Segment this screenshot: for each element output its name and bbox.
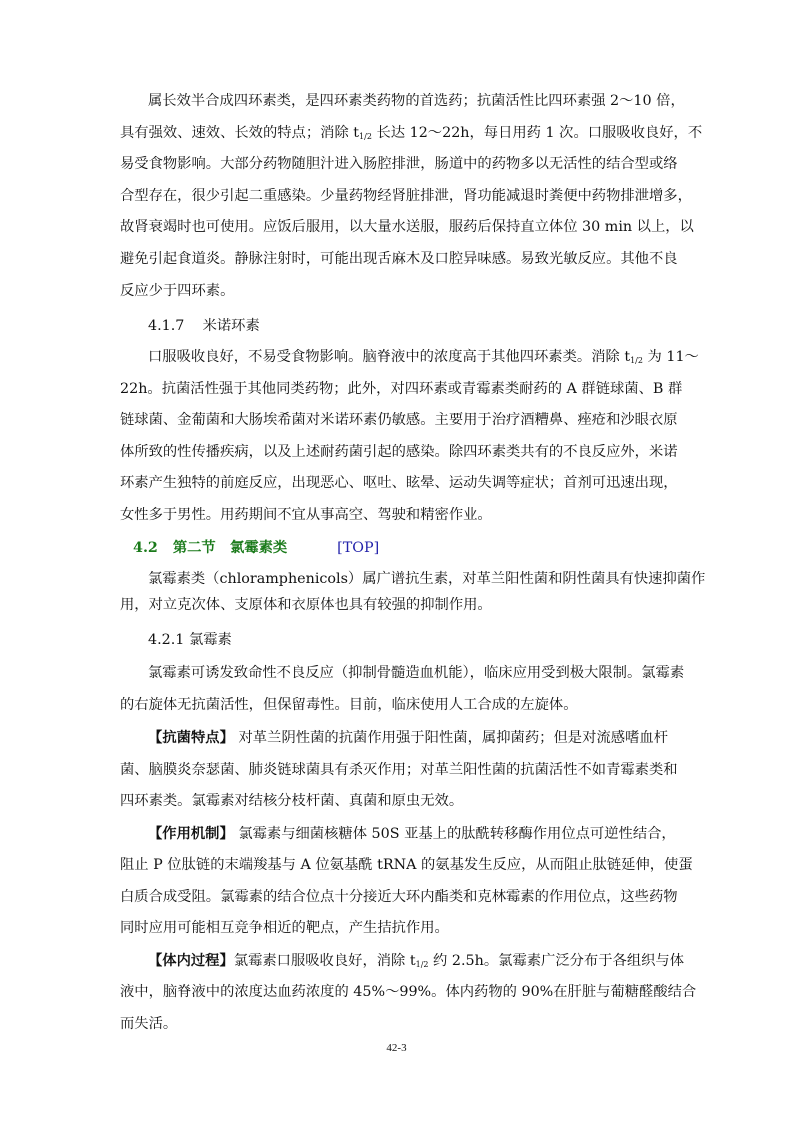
text-run: 属长效半合成四环素类，是四环素类药物的首选药；抗菌活性比四环素强 2～10 倍， [148,93,685,109]
text-run: 链球菌、金葡菌和大肠埃希菌对米诺环素仍敏感。主要用于治疗酒糟鼻、痤疮和沙眼衣原 [120,412,678,428]
paragraph-line [120,791,668,811]
paragraph-line [120,186,692,206]
text-run: 用，对立克次体、支原体和衣原体也具有较强的抑制作用。 [120,597,492,613]
text-run: 体所致的性传播疾病，以及上述耐药菌引起的感染。除四环素类共有的不良反应外，米诺 [120,444,678,460]
subscript: 1/2 [415,960,429,969]
text-run: 口服吸收良好，不易受食物影响。脑脊液中的浓度高于其他四环素类。消除 t [148,349,631,365]
bold-label: 【体内过程】 [148,953,234,969]
paragraph-line [148,728,668,748]
top-link[interactable]: [TOP] [337,540,380,556]
text-run: 对革兰阴性菌的抗菌作用强于阳性菌，属抑菌药；但是对流感嗜血杆 [233,730,669,746]
text-run: 环素产生独特的前庭反应，出现恶心、呕吐、眩晕、运动失调等症状；首剂可迅速出现， [120,475,678,491]
paragraph-line [120,249,678,269]
section-title: 第二节 氯霉素类 [172,540,288,556]
text-run: 液中，脑脊液中的浓度达血药浓度的 45%～99%。体内药物的 90%在肝脏与葡糖醛酸结合 [120,984,697,1000]
text-run: 易受食物影响。大部分药物随胆汁进入肠腔排泄，肠道中的药物多以无活性的结合型或络 [120,156,678,172]
paragraph-line [120,595,668,615]
subscript: 1/2 [359,132,372,141]
section-number: 4.1.7 [148,318,185,334]
text-run: 22h。抗菌活性强于其他同类药物；此外，对四环素或青霉素类耐药的 A 群链球菌、B 群 [120,381,683,397]
section-heading-4-2 [133,538,379,558]
paragraph-line [120,379,683,399]
paragraph-line [120,123,703,147]
text-run: 约 2.5h。氯霉素广泛分布于各组织与体 [428,953,685,969]
paragraph-line [120,887,678,907]
paragraph-line [120,760,678,780]
text-run: 阻止 P 位肽链的末端羧基与 A 位氨基酰 tRNA 的氨基发生反应，从而阻止肽链延伸，使蛋 [120,857,693,873]
section-number: 4.2.1 [148,632,185,648]
section-title: 米诺环素 [202,318,260,334]
paragraph-line [120,695,668,715]
text-run: 故肾衰竭时也可使用。应饭后服用，以大量水送服，服药后保持直立体位 30 min 以上，以 [120,219,694,235]
text-run: 而失活。 [120,1016,178,1032]
text-run: 具有强效、速效、长效的特点；消除 t [120,125,360,141]
subscript: 1/2 [630,356,643,365]
paragraph-line [120,154,678,174]
paragraph-line [120,281,668,301]
text-run: 的右旋体无抗菌活性，但保留毒性。目前，临床使用人工合成的左旋体。 [120,697,578,713]
paragraph-line [120,217,694,237]
paragraph-line [148,824,676,844]
text-run: 氯霉素口服吸收良好，消除 t [233,953,416,969]
text-run: 氯霉素可诱发致命性不良反应（抑制骨髓造血机能），临床应用受到极大限制。氯霉素 [148,665,685,681]
text-run: 氯霉素类（chloramphenicols）属广谱抗生素，对革兰阳性菌和阴性菌具有快速抑菌作 [148,571,706,587]
paragraph-line [120,1014,668,1034]
paragraph-line [120,855,693,875]
text-run: 氯霉素与细菌核糖体 50S 亚基上的肽酰转移酶作用位点可逆性结合， [233,826,676,842]
text-run: 反应少于四环素。 [120,283,235,299]
section-heading-4-2-1 [148,630,232,650]
paragraph-line [120,473,678,493]
text-run: 四环素类。氯霉素对结核分枝杆菌、真菌和原虫无效。 [120,793,464,809]
paragraph-line [120,982,697,1002]
text-run: 避免引起食道炎。静脉注射时，可能出现舌麻木及口腔异味感。易致光敏反应。其他不良 [120,251,678,267]
section-number: 4.2 [133,540,158,556]
text-run: 女性多于男性。用药期间不宜从事高空、驾驶和精密作业。 [120,507,492,523]
paragraph-line [148,91,685,111]
paragraph-line [120,410,678,430]
text-run: 同时应用可能相互竞争相近的靶点，产生拮抗作用。 [120,920,449,936]
text-run: 合型存在，很少引起二重感染。少量药物经肾脏排泄，肾功能减退时粪便中药物排泄增多， [120,188,692,204]
paragraph-line [120,442,678,462]
bold-label: 【抗菌特点】 [148,730,234,746]
paragraph-line [120,918,668,938]
text-run: 菌、脑膜炎奈瑟菌、肺炎链球菌具有杀灭作用；对革兰阳性菌的抗菌活性不如青霉素类和 [120,762,678,778]
text-run: 白质合成受阻。氯霉素的结合位点十分接近大环内酯类和克林霉素的作用位点，这些药物 [120,889,678,905]
paragraph-line [148,347,699,371]
section-heading-4-1-7 [148,316,260,336]
paragraph-line [148,569,706,589]
page-number: 42-3 [386,1042,407,1054]
paragraph-line [148,951,685,975]
paragraph-line [148,663,685,683]
text-run: 为 11～ [642,349,699,365]
text-run: 长达 12～22h，每日用药 1 次。口服吸收良好，不 [371,125,703,141]
bold-label: 【作用机制】 [148,826,234,842]
section-title: 氯霉素 [188,632,232,648]
paragraph-line [120,505,668,525]
